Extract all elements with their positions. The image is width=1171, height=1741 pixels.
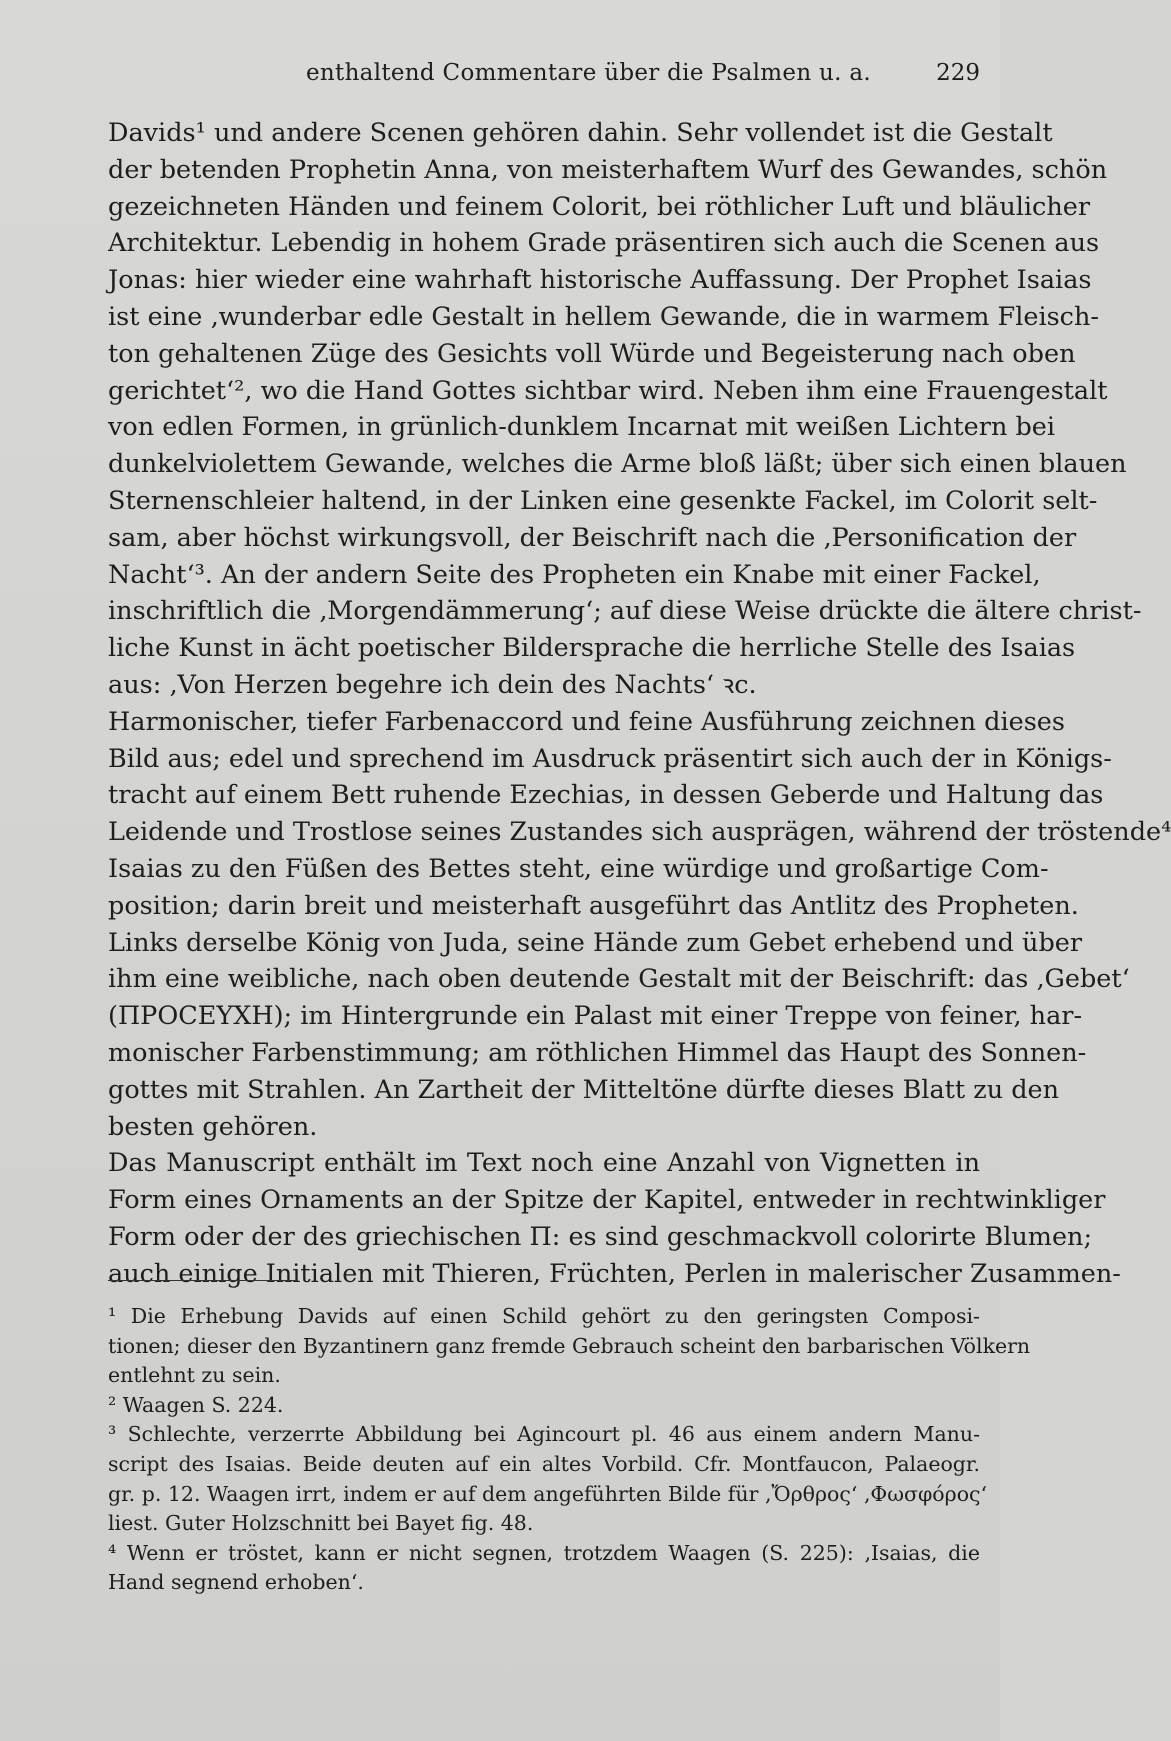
body-line: ihm eine weibliche, nach oben deutende Gestalt mit der Beischrift: das ‚Gebet‘ (108, 964, 1130, 995)
body-line: besten gehören. (108, 1111, 318, 1142)
body-line: Links derselbe König von Juda, seine Hände zum Gebet erhebend und über (108, 927, 1083, 958)
body-line: gerichtet‘², wo die Hand Gottes sichtbar wird. Neben ihm eine Frauengestalt (108, 375, 1108, 406)
body-line: auch einige Initialen mit Thieren, Früchten, Perlen in malerischer Zusammen- (108, 1258, 1121, 1289)
body-line: position; darin breit und meisterhaft ausgeführt das Antlitz des Propheten. (108, 890, 1079, 921)
body-line: Jonas: hier wieder eine wahrhaft historische Auffassung. Der Prophet Isaias (108, 265, 1092, 296)
body-line: ist eine ‚wunderbar edle Gestalt in hellem Gewande, die in warmem Fleisch- (108, 301, 1100, 332)
footnote-line: entlehnt zu sein. (108, 1363, 281, 1388)
footnote-line: ¹ Die Erhebung Davids auf einen Schild gehört zu den geringsten Composi- (108, 1304, 980, 1328)
body-line: von edlen Formen, in grünlich-dunklem Incarnat mit weißen Lichtern bei (108, 412, 1056, 443)
body-line: Isaias zu den Füßen des Bettes steht, eine würdige und großartige Com- (108, 853, 1049, 884)
footnote-line: tionen; dieser den Byzantinern ganz fremde Gebrauch scheint den barbarischen Völkern (108, 1333, 1031, 1358)
body-line: Davids¹ und andere Scenen gehören dahin. Sehr vollendet ist die Gestalt (108, 118, 1053, 148)
body-line: (ΠΡΟϹΕΥΧΗ); im Hintergrunde ein Palast mit einer Treppe von feiner, har- (108, 1001, 1083, 1032)
body-text (108, 115, 1171, 1293)
body-line: ton gehaltenen Züge des Gesichts voll Würde und Begeisterung nach oben (108, 338, 1076, 369)
body-line: Nacht‘³. An der andern Seite des Propheten ein Knabe mit einer Fackel, (108, 559, 1041, 590)
footnotes (108, 1302, 1031, 1598)
footnote-line: liest. Guter Holzschnitt bei Bayet fig. 48. (108, 1511, 534, 1536)
running-head-title: enthaltend Commentare über die Psalmen u. a. (306, 60, 871, 86)
footnote-line: ³ Schlechte, verzerrte Abbildung bei Agincourt pl. 46 aus einem andern Manu- (108, 1422, 980, 1447)
body-line: Bild aus; edel und sprechend im Ausdruck präsentirt sich auch der in Königs- (108, 743, 1112, 774)
body-line: Leidende und Trostlose seines Zustandes sich ausprägen, während der tröstende⁴ (108, 817, 1171, 848)
footnote-line: script des Isaias. Beide deuten auf ein altes Vorbild. Cfr. Montfaucon, Palaeogr. (108, 1451, 980, 1476)
body-line: Form oder der des griechischen Π: es sind geschmackvoll colorirte Blumen; (108, 1221, 1093, 1252)
body-line: gottes mit Strahlen. An Zartheit der Mitteltöne dürfte dieses Blatt zu den (108, 1074, 1060, 1105)
running-head (110, 60, 980, 100)
body-line: Das Manuscript enthält im Text noch eine Anzahl von Vignetten in (108, 1148, 980, 1179)
body-line: der betenden Prophetin Anna, von meisterhaftem Wurf des Gewandes, schön (108, 154, 1108, 185)
footnote-line: gr. p. 12. Waagen irrt, indem er auf dem angeführten Bilde für ‚Ὄρθρος‘ ‚Φωσφόρος‘ (108, 1481, 988, 1506)
footnote-separator-rule (108, 1280, 298, 1281)
body-line: dunkelviolettem Gewande, welches die Arme bloß läßt; über sich einen blauen (108, 449, 1127, 480)
body-line: Sternenschleier haltend, in der Linken eine gesenkte Fackel, im Colorit selt- (108, 485, 1098, 516)
body-line: monischer Farbenstimmung; am röthlichen Himmel das Haupt des Sonnen- (108, 1037, 1087, 1068)
body-line: inschriftlich die ‚Morgendämmerung‘; auf diese Weise drückte die ältere christ- (108, 596, 1142, 627)
body-line: sam, aber höchst wirkungsvoll, der Beischrift nach die ‚Personification der (108, 522, 1077, 553)
body-line: liche Kunst in ächt poetischer Bildersprache die herrliche Stelle des Isaias (108, 633, 1076, 664)
body-line: aus: ‚Von Herzen begehre ich dein des Nachts‘ ꝛc. (108, 669, 757, 700)
footnote-line: ⁴ Wenn er tröstet, kann er nicht segnen, trotzdem Waagen (S. 225): ‚Isaias, die (108, 1540, 980, 1565)
body-line: Harmonischer, tiefer Farbenaccord und feine Ausführung zeichnen dieses (108, 706, 1065, 737)
body-line: tracht auf einem Bett ruhende Ezechias, in dessen Geberde und Haltung das (108, 780, 1104, 811)
body-line: gezeichneten Händen und feinem Colorit, bei röthlicher Luft und bläulicher (108, 191, 1091, 222)
body-line: Architektur. Lebendig in hohem Grade präsentiren sich auch die Scenen aus (108, 228, 1100, 259)
page-number: 229 (936, 60, 980, 86)
body-line: Form eines Ornaments an der Spitze der Kapitel, entweder in rechtwinkliger (108, 1185, 1106, 1216)
footnote-line: Hand segnend erhoben‘. (108, 1570, 364, 1595)
footnote-line: ² Waagen S. 224. (108, 1392, 284, 1417)
